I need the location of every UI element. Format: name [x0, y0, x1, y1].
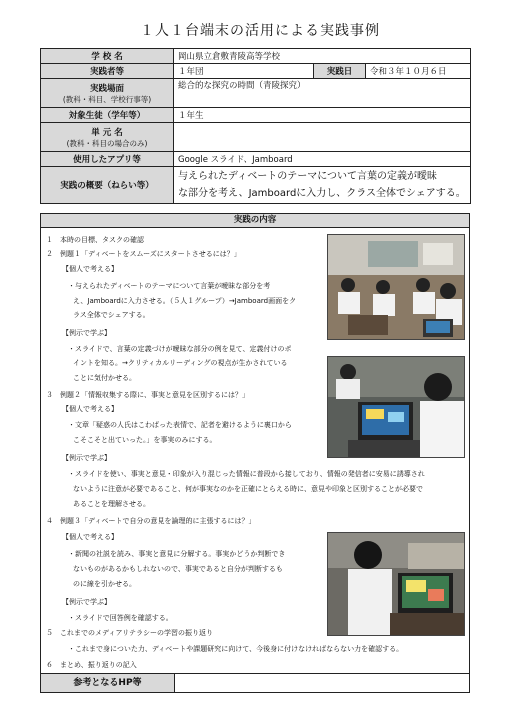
content-line: 【個人で考える】 — [62, 533, 118, 541]
content-line: え、Jamboardに入力させる。（５人１グループ）→Jamboard画面をク — [73, 297, 297, 305]
target-value: １年生 — [174, 108, 471, 123]
apps-value: Google スライド、Jamboard — [174, 152, 471, 167]
content-line: 【個人で考える】 — [62, 405, 118, 413]
classroom-photo-3-image — [328, 533, 464, 635]
content-line: ・スライドで、言葉の定義づけが曖昧な部分の例を見て、定義付けのポ — [68, 345, 292, 353]
unit-value — [174, 123, 471, 152]
content-line: 【例示で学ぶ】 — [62, 329, 111, 337]
content-line: ３ 例題２「情報収集する際に、事実と意見を区別するには？」 — [46, 391, 249, 399]
date-label: 実践日 — [314, 64, 366, 79]
content-line: ことに気付かせる。 — [73, 374, 136, 382]
reference-row — [40, 673, 470, 693]
info-table — [40, 48, 471, 204]
content-line: ないものがあるかもしれないので、事実であると自分が判断するも — [73, 565, 283, 573]
content-line: ５ これまでのメディアリテラシーの学習の振り返り — [46, 629, 214, 637]
content-line: ・新聞の社説を読み、事実と意見に分解する。事実かどうか判断でき — [68, 550, 286, 558]
content-line: ２ 例題１「ディベートをスムーズにスタートさせるには？」 — [46, 250, 241, 258]
overview-value — [174, 167, 471, 204]
content-line: ないように注意が必要であること、何が事実なのかを正確にとらえる時に、意見や印象と区別することが必要で — [73, 485, 423, 493]
content-line: あることを理解させる。 — [73, 500, 150, 508]
practitioner-label: 実践者等 — [41, 64, 174, 79]
content-line: 【例示で学ぶ】 — [62, 598, 111, 606]
apps-label: 使用したアプリ等 — [41, 152, 174, 167]
content-line: 【例示で学ぶ】 — [62, 454, 111, 462]
unit-label: 単 元 名 — [91, 127, 123, 138]
content-line: イントを知る。→クリティカルリーディングの視点が生かされている — [73, 359, 288, 367]
classroom-photo-1-image — [328, 235, 464, 339]
date-value: 令和３年１０月６日 — [366, 64, 471, 79]
content-line: ・これまで身についた力、ディベートや課題研究に向けて、今後身に付けなければならない力を確認する。 — [68, 645, 404, 653]
target-label: 対象生徒（学年等） — [41, 108, 174, 123]
school-value: 岡山県立倉敷青陵高等学校 — [174, 49, 471, 64]
document-title: １人１台端末の活用による実践事例 — [140, 23, 380, 39]
content-line: のに線を引かせる。 — [73, 580, 136, 588]
content-line: 【個人で考える】 — [62, 265, 118, 273]
unit-label-cell — [41, 123, 174, 152]
classroom-photo-1 — [327, 234, 465, 340]
content-line: ・与えられたディベートのテーマについて言葉が曖昧な部分を考 — [68, 282, 271, 290]
overview-label: 実践の概要（ねらい等） — [41, 167, 174, 204]
scene-label: 実践場面 — [89, 83, 124, 94]
school-label: 学 校 名 — [41, 49, 174, 64]
classroom-photo-2-image — [328, 357, 464, 457]
content-line: ・スライドを使い、事実と意見・印象が入り混じった情報に普段から接しており、情報の発信者に安易に誘導され — [68, 470, 425, 478]
scene-label-cell — [41, 79, 174, 108]
classroom-photo-2 — [327, 356, 465, 458]
content-line: ６ まとめ、振り返りの記入 — [46, 661, 137, 669]
content-line: ４ 例題３「ディベートで自分の意見を論理的に主張するには？」 — [46, 517, 256, 525]
unit-sublabel: (教科・科目の場合のみ) — [66, 138, 148, 148]
reference-label: 参考となるHP等 — [41, 674, 175, 692]
content-line: ・スライドで回答例を確認する。 — [68, 614, 173, 622]
practitioner-value: １年団 — [174, 64, 314, 79]
content-line: こそこそと出ていった。」を事実のみにする。 — [73, 436, 217, 444]
scene-sublabel: (教科・科目、学校行事等) — [62, 94, 152, 104]
overview-line-1: 与えられたディベートのテーマについて言葉の定義が曖昧 — [178, 171, 437, 182]
overview-line-2: な部分を考え、Jamboardに入力し、クラス全体でシェアする。 — [178, 188, 466, 199]
content-line: ・文章「疑惑の人氏はこわばった表情で、記者を避けるように裏口から — [68, 421, 292, 429]
content-line: １ 本時の目標、タスクの確認 — [46, 236, 144, 244]
content-line: ラス全体でシェアする。 — [73, 311, 150, 319]
classroom-photo-3 — [327, 532, 465, 636]
content-header: 実践の内容 — [40, 213, 470, 228]
scene-value: 総合的な探究の時間（青陵探究） — [174, 79, 471, 108]
